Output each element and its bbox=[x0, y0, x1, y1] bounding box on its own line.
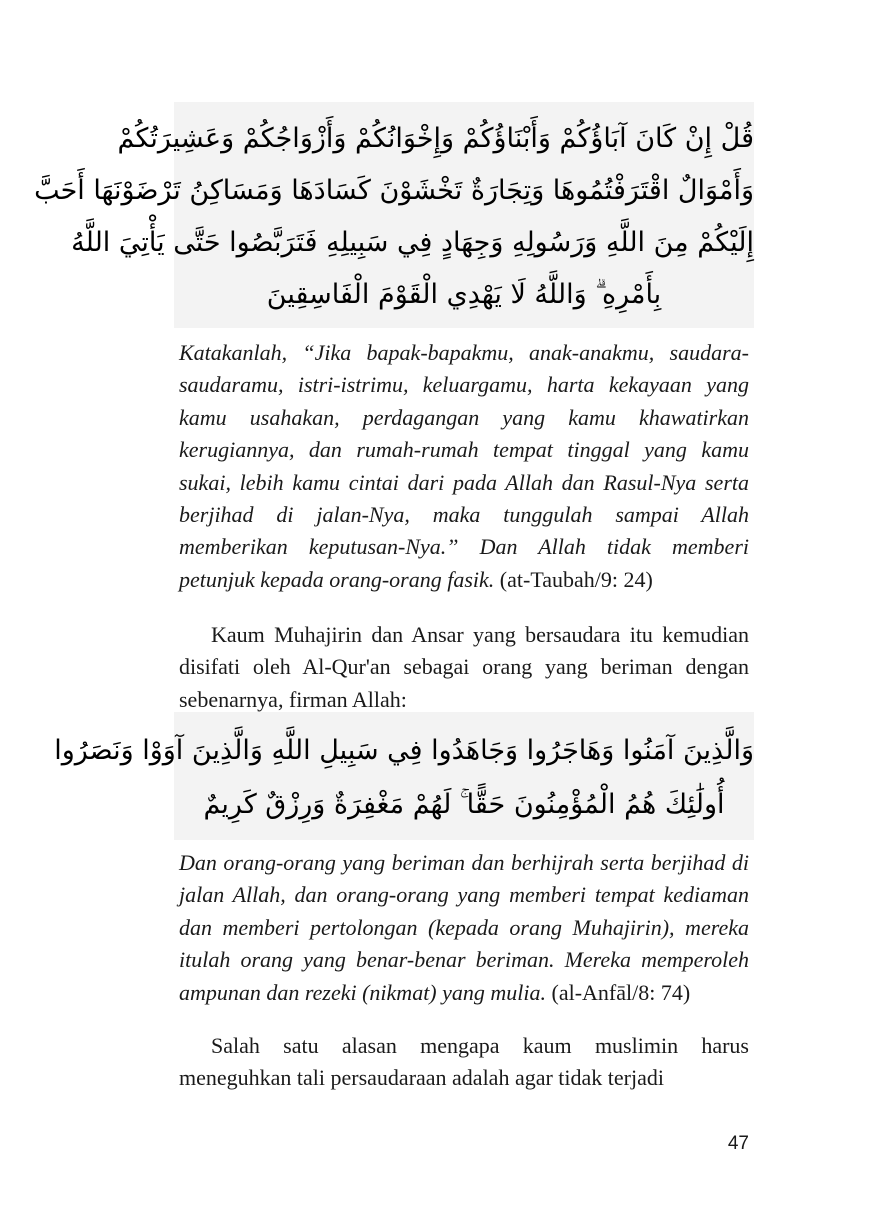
arabic-verse-line: بِأَمْرِهِ ۗ وَاللَّهُ لَا يَهْدِي الْقَوْمَ الْفَاسِقِينَ bbox=[266, 279, 662, 310]
page-number: 47 bbox=[727, 1133, 749, 1154]
translation-text: Katakanlah, “Jika bapak-bapakmu, anak-anakmu, saudara-saudaramu, istri-istrimu, keluargamu, harta kekayaan yang kamu usahakan, perdagangan yang kamu khawatirkan kerugiannya, dan rumah-rumah tempat tinggal yang kamu sukai, lebih kamu cintai dari pada Allah dan Rasul-Nya serta berjihad di jalan-Nya, maka tunggulah sampai Allah memberikan keputusan-Nya.” Dan Allah tidak memberi petunjuk kepada orang-orang fasik. bbox=[179, 340, 749, 592]
quran-verse-at-taubah-24 bbox=[34, 102, 754, 328]
body-paragraph: Salah satu alasan mengapa kaum muslimin harus meneguhkan tali persaudaraan adalah agar tidak terjadi bbox=[179, 1033, 749, 1091]
verse-reference: (at-Taubah/9: 24) bbox=[494, 566, 653, 592]
arabic-verse-line: وَالَّذِينَ آمَنُوا وَهَاجَرُوا وَجَاهَدُوا فِي سَبِيلِ اللَّهِ وَالَّذِينَ آوَوْا وَنَصَرُوا bbox=[54, 735, 754, 766]
arabic-verse-line: وَأَمْوَالٌ اقْتَرَفْتُمُوهَا وَتِجَارَةٌ تَخْشَوْنَ كَسَادَهَا وَمَسَاكِنُ تَرْضَوْنَهَا أَحَبَّ bbox=[34, 175, 754, 206]
arabic-verse-line: إِلَيْكُمْ مِنَ اللَّهِ وَرَسُولِهِ وَجِهَادٍ فِي سَبِيلِهِ فَتَرَبَّصُوا حَتَّى يَأْتِيَ اللَّهُ bbox=[71, 227, 754, 258]
translation-al-anfal-74 bbox=[179, 847, 749, 1009]
translation-text: Dan orang-orang yang beriman dan berhijrah serta berjihad di jalan Allah, dan orang-orang yang memberi tempat kediaman dan memberi pertolongan (kepada orang Muhajirin), mereka itulah orang yang benar-benar beriman. Mereka memperoleh ampunan dan rezeki (nikmat) yang mulia. bbox=[179, 850, 749, 1005]
body-paragraph: Kaum Muhajirin dan Ansar yang bersaudara itu kemudian disifati oleh Al-Qur'an sebagai orang yang beriman dengan sebenarnya, firman Allah: bbox=[179, 622, 749, 712]
arabic-verse-line: قُلْ إِنْ كَانَ آبَاؤُكُمْ وَأَبْنَاؤُكُمْ وَإِخْوَانُكُمْ وَأَزْوَاجُكُمْ وَعَشِيرَتُكُمْ bbox=[117, 123, 754, 154]
quran-verse-al-anfal-74 bbox=[54, 712, 754, 840]
translation-at-taubah-24 bbox=[179, 337, 749, 596]
arabic-verse-line: أُولَٰئِكَ هُمُ الْمُؤْمِنُونَ حَقًّا ۚ لَهُمْ مَغْفِرَةٌ وَرِزْقٌ كَرِيمٌ bbox=[203, 789, 725, 820]
verse-reference: (al-Anfāl/8: 74) bbox=[546, 979, 691, 1005]
